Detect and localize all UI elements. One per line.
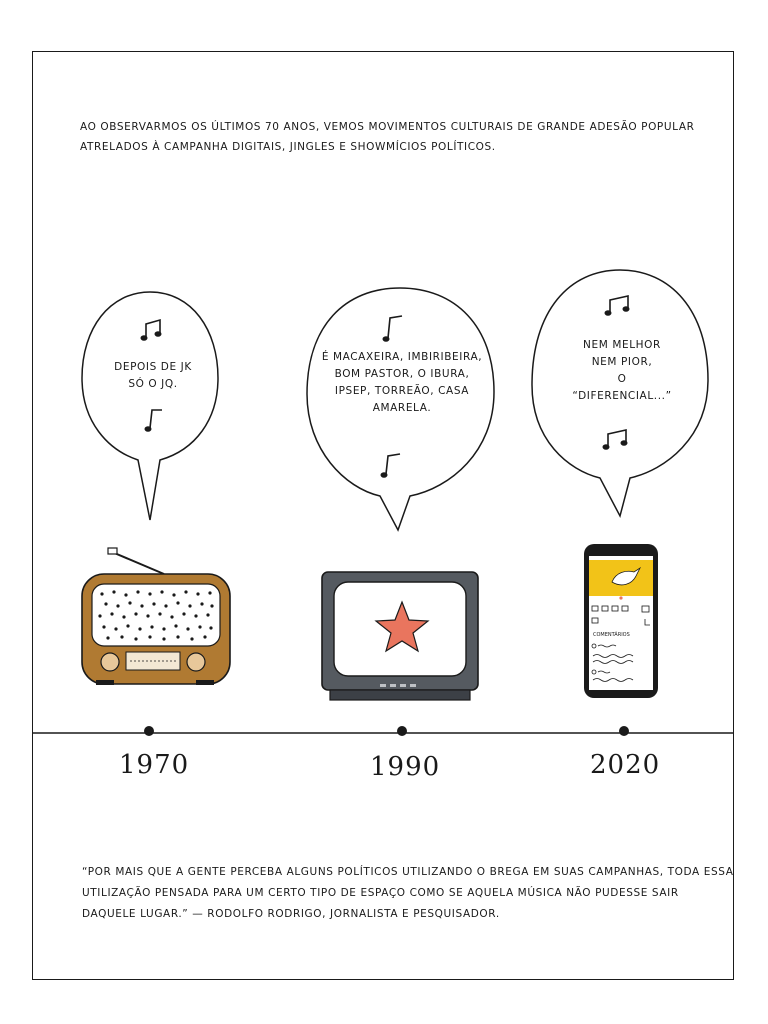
timeline-marker-1970 [144,726,154,736]
speech-bubble-1970 [82,292,218,520]
music-note-icon [141,320,161,340]
smartphone-illustration [584,544,658,698]
quote-caption [82,862,734,925]
bubble-line: BOM PASTOR, O IBURA, [334,368,470,380]
quote-line: DAQUELE LUGAR.” — RODOLFO RODRIGO, JORNALISTA E PESQUISADOR. [82,908,500,920]
bubble-line: NEM PIOR, [591,356,653,368]
bubble-line: IPSEP, TORREÃO, CASA [334,385,470,397]
timeline-marker-1990 [397,726,407,736]
bubble-line: AMARELA. [372,402,432,414]
television-illustration [322,572,478,700]
bubble-line: SÓ O JQ. [128,378,178,390]
timeline-marker-2020 [619,726,629,736]
bubble-text-2020 [572,337,672,405]
music-note-icon [603,430,627,449]
bubble-text-1970 [108,359,198,393]
year-label-1970: 1970 [119,750,190,780]
bubble-line: DEPOIS DE JK [114,361,192,373]
year-label-1990: 1990 [370,752,441,782]
phone-comments-label: COMENTÁRIOS [593,632,630,638]
music-note-icon [383,316,402,341]
music-note-icon [145,410,162,431]
year-label-2020: 2020 [590,750,661,780]
bubble-text-1990 [312,349,492,417]
intro-line: AO OBSERVARMOS OS ÚLTIMOS 70 ANOS, VEMOS MOVIMENTOS CULTURAIS DE GRANDE ADESÃO POPULAR [80,121,695,133]
quote-line: “POR MAIS QUE A GENTE PERCEBA ALGUNS POLÍTICOS UTILIZANDO O BREGA EM SUAS CAMPANHAS, TODA ESSA [82,866,734,878]
music-note-icon [605,296,629,315]
quote-line: UTILIZAÇÃO PENSADA PARA UM CERTO TIPO DE ESPAÇO COMO SE AQUELA MÚSICA NÃO PUDESSE SAIR [82,887,679,899]
radio-illustration [82,548,230,685]
bubble-line: O [617,373,627,385]
bubble-line: É MACAXEIRA, IMBIRIBEIRA, [321,351,483,363]
bubble-line: “DIFERENCIAL...” [572,390,672,402]
music-note-icon [381,454,400,477]
intro-line: ATRELADOS À CAMPANHA DIGITAIS, JINGLES E SHOWMÍCIOS POLÍTICOS. [80,141,496,153]
bubble-line: NEM MELHOR [583,339,661,351]
